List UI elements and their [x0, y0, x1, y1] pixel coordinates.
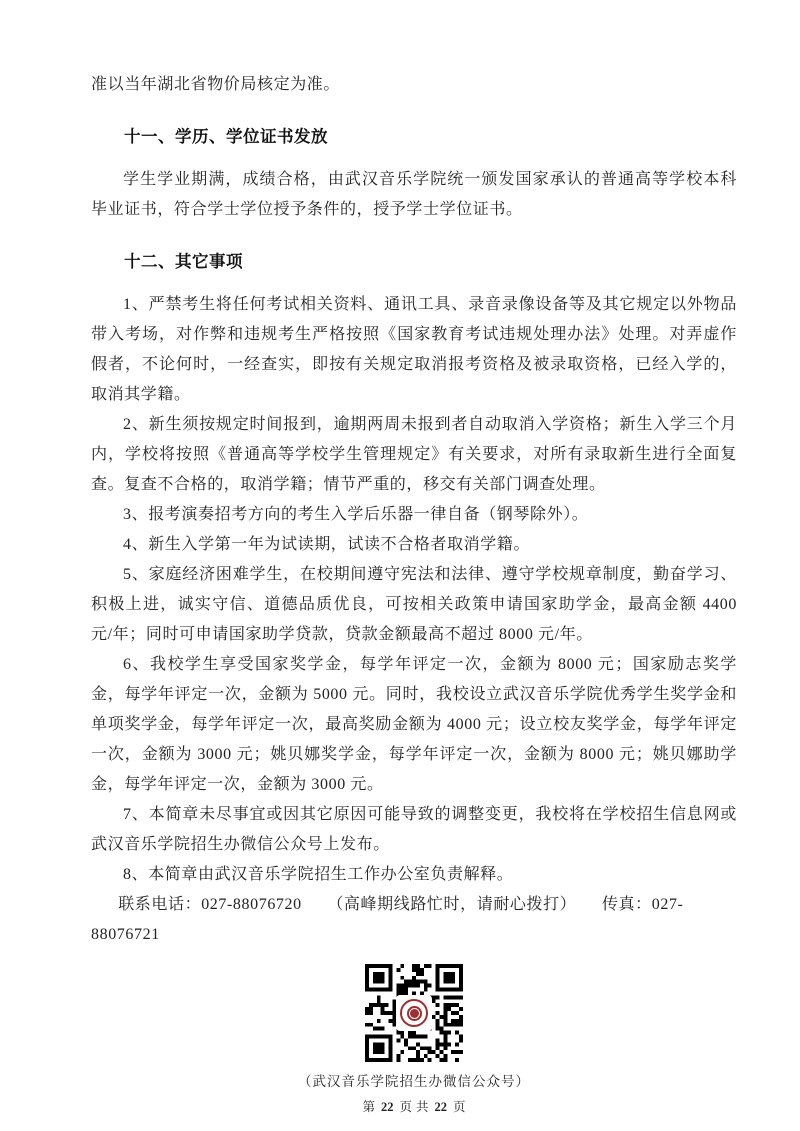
section-12-item-8: 8、本简章由武汉音乐学院招生工作办公室负责解释。	[123, 866, 514, 883]
pager-prefix: 第	[362, 1100, 375, 1114]
pager-total: 22	[434, 1100, 448, 1114]
section-11-paragraph: 学生学业期满，成绩合格，由武汉音乐学院统一颁发国家承认的普通高等学校本科毕业证书，符合学士学位授予条件的，授予学士学位证书。	[91, 171, 737, 218]
section-12-item-5: 5、家庭经济困难学生，在校期间遵守宪法和法律、遵守学校规章制度，勤奋学习、积极上进，诚实守信、道德品质优良，可按相关政策申请国家助学金，最高金额 4400 元/年；同时可申请国家助学贷款，贷款金额最高不超过 8000 元/年。	[91, 566, 737, 643]
fax-number: 027-88076721	[91, 896, 684, 943]
continued-paragraph: 准以当年湖北省物价局核定为准。	[91, 76, 341, 93]
fax-label: 传真：	[601, 896, 652, 913]
section-12-item-2: 2、新生须按规定时间报到，逾期两周未报到者自动取消入学资格；新生入学三个月内，学校将按照《普通高等学校学生管理规定》有关要求，对所有录取新生进行全面复查。复查不合格的，取消学籍；情节严重的，移交有关部门调查处理。	[91, 416, 737, 493]
seal-ring-icon	[400, 999, 428, 1027]
section-11-heading: 十一、学历、学位证书发放	[124, 128, 328, 146]
section-12-item-4: 4、新生入学第一年为试读期，试读不合格者取消学籍。	[123, 536, 531, 553]
section-12-item-7: 7、本简章未尽事宜或因其它原因可能导致的调整变更，我校将在学校招生信息网或武汉音乐学院招生办微信公众号上发布。	[91, 806, 737, 853]
section-12-item-6: 6、我校学生享受国家奖学金，每学年评定一次，金额为 8000 元；国家励志奖学金，每学年评定一次，金额为 5000 元。同时，我校设立武汉音乐学院优秀学生奖学金和单项奖学金，每学年评定一次，最高奖励金额为 4000 元；设立校友奖学金，每学年评定一次，金额为 3000 元；姚贝娜奖学金，每学年评定一次，金额为 8000 元；姚贝娜助学金，每学年评定一次，金额为 3000 元。	[91, 656, 737, 793]
contact-line	[91, 890, 737, 950]
pager-unit2: 页	[453, 1100, 466, 1114]
page-number	[91, 1098, 737, 1116]
phone-number: 027-88076720	[201, 896, 302, 913]
qr-caption: （武汉音乐学院招生办微信公众号）	[298, 1074, 530, 1089]
pager-conj: 共	[416, 1100, 429, 1114]
seal-emblem-icon	[407, 1006, 422, 1021]
section-12-heading: 十二、其它事项	[124, 253, 243, 271]
qr-section	[91, 964, 737, 1062]
school-seal-logo	[396, 995, 432, 1031]
section-12-item-1: 1、严禁考生将任何考试相关资料、通讯工具、录音录像设备等及其它规定以外物品带入考场，对作弊和违规考生严格按照《国家教育考试违规处理办法》处理。对弄虚作假者，不论何时，一经查实，即按有关规定取消报考资格及被录取资格，已经入学的，取消其学籍。	[91, 296, 737, 403]
section-12-item-3: 3、报考演奏招考方向的考生入学后乐器一律自备（钢琴除外）。	[123, 506, 589, 523]
pager-current: 22	[380, 1100, 394, 1114]
busy-note: （高峰期线路忙时，请耐心拨打）	[327, 896, 577, 913]
pager-unit1: 页	[399, 1100, 412, 1114]
qr-code	[365, 964, 463, 1062]
phone-label: 联系电话：	[118, 896, 202, 913]
